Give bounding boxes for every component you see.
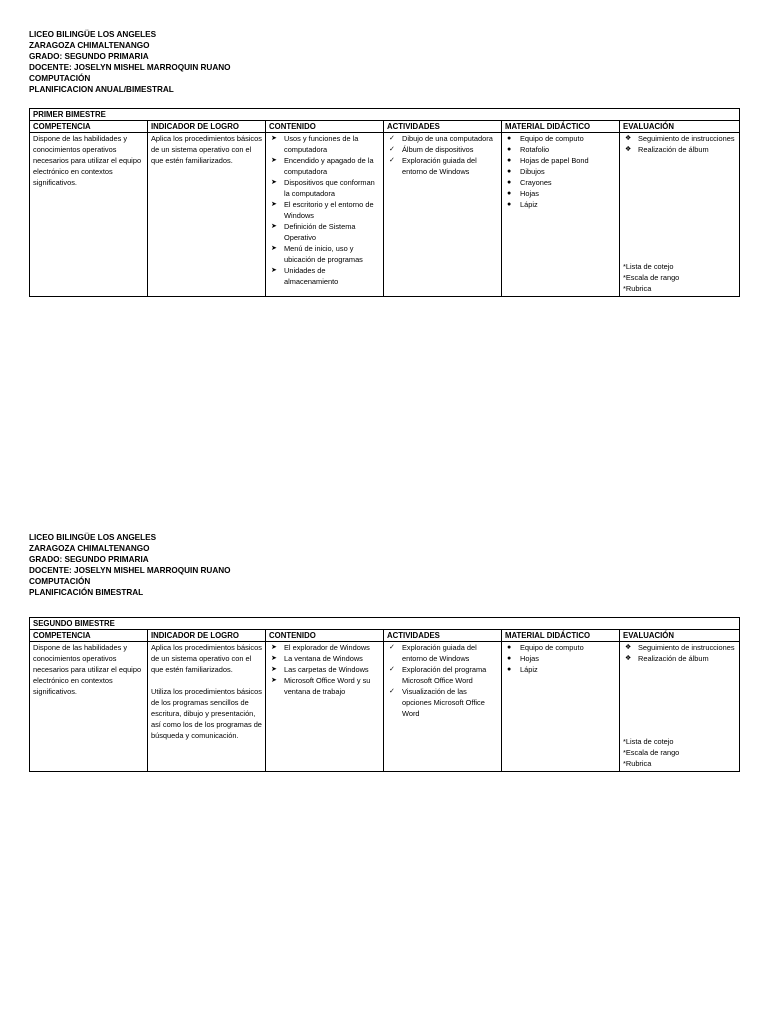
column-header: CONTENIDO <box>266 630 384 642</box>
list-item: ➤ El escritorio y el entorno de Windows <box>271 200 374 220</box>
bimestre-title: PRIMER BIMESTRE <box>30 109 740 121</box>
grade-line: GRADO: SEGUNDO PRIMARIA <box>29 51 149 61</box>
school-location: ZARAGOZA CHIMALTENANGO <box>29 40 150 50</box>
planning-table-2 <box>29 617 740 772</box>
column-header: MATERIAL DIDÁCTICO <box>502 630 620 642</box>
arrowhead-icon: ➤ <box>271 135 277 142</box>
diamond-icon: ❖ <box>625 146 632 153</box>
grade-line: GRADO: SEGUNDO PRIMARIA <box>29 554 149 564</box>
dot-icon: ● <box>507 201 512 208</box>
table-row <box>30 133 740 297</box>
list-item: ➤ Microsoft Office Word y su ventana de trabajo <box>271 676 371 696</box>
dot-icon: ● <box>507 190 512 197</box>
list-item: ● Hojas <box>507 654 539 663</box>
teacher-line: DOCENTE: JOSELYN MISHEL MARROQUIN RUANO <box>29 565 231 575</box>
dot-icon: ● <box>507 157 512 164</box>
list-item: ➤ El explorador de Windows <box>271 643 370 652</box>
list-item: ● Lápiz <box>507 200 538 209</box>
planning-table-1 <box>29 108 740 297</box>
material-list <box>505 133 616 210</box>
evaluacion-cell <box>620 642 740 772</box>
column-header: ACTIVIDADES <box>384 121 502 133</box>
list-item: ➤ Las carpetas de Windows <box>271 665 369 674</box>
check-icon: ✓ <box>389 157 395 164</box>
list-item: ➤ Encendido y apagado de la computadora <box>271 156 374 176</box>
check-icon: ✓ <box>389 644 395 651</box>
document-header-2 <box>29 533 739 598</box>
actividades-cell <box>384 642 502 772</box>
instrument-note: *Escala de rango <box>623 748 680 757</box>
column-header: CONTENIDO <box>266 121 384 133</box>
contenido-list <box>269 642 380 697</box>
evaluation-instruments <box>623 261 679 294</box>
arrowhead-icon: ➤ <box>271 666 277 673</box>
evaluacion-cell <box>620 133 740 297</box>
document-header-1 <box>29 30 739 95</box>
column-header: COMPETENCIA <box>30 630 148 642</box>
list-item: ● Lápiz <box>507 665 538 674</box>
indicador-cell <box>148 642 266 772</box>
arrowhead-icon: ➤ <box>271 179 277 186</box>
contenido-cell <box>266 642 384 772</box>
instrument-note: *Lista de cotejo <box>623 737 674 746</box>
column-header: ACTIVIDADES <box>384 630 502 642</box>
column-header-row <box>30 630 740 642</box>
dot-icon: ● <box>507 179 512 186</box>
competencia-cell: Dispone de las habilidades y conocimientos operativos necesarios para utilizar el equipo electrónico en contextos significativos. <box>30 642 148 772</box>
list-item: ● Equipo de computo <box>507 134 584 143</box>
list-item: ● Hojas <box>507 189 539 198</box>
column-header: INDICADOR DE LOGRO <box>148 630 266 642</box>
check-icon: ✓ <box>389 146 395 153</box>
bimestre-title: SEGUNDO BIMESTRE <box>30 618 740 630</box>
list-item: ➤ Unidades de almacenamiento <box>271 266 339 286</box>
list-item: ● Dibujos <box>507 167 545 176</box>
list-item: ✓ Exploración guiada del entorno de Windows <box>389 156 477 176</box>
dot-icon: ● <box>507 168 512 175</box>
list-item: ✓ Álbum de dispositivos <box>389 145 474 154</box>
list-item: ❖ Seguimiento de instrucciones <box>625 134 735 143</box>
contenido-list <box>269 133 380 287</box>
list-item: ➤ Dispositivos que conforman la computadora <box>271 178 375 198</box>
column-header-row <box>30 121 740 133</box>
list-item: ✓ Visualización de las opciones Microsoft Office Word <box>389 687 485 718</box>
evaluacion-list <box>623 133 736 155</box>
indicador-text: Utiliza los procedimientos básicos de los programas sencillos de escritura, dibujo y presentación, así como los de los programas de búsqueda y comunicación. <box>151 687 262 740</box>
list-item: ❖ Realización de álbum <box>625 654 709 663</box>
material-list <box>505 642 616 675</box>
list-item: ● Rotafolio <box>507 145 550 154</box>
material-cell <box>502 642 620 772</box>
subject-line: COMPUTACIÓN <box>29 73 91 83</box>
actividades-list <box>387 133 498 177</box>
check-icon: ✓ <box>389 688 395 695</box>
evaluation-instruments <box>623 736 679 769</box>
subject-line: COMPUTACIÓN <box>29 576 91 586</box>
column-header: INDICADOR DE LOGRO <box>148 121 266 133</box>
indicador-text: Aplica los procedimientos básicos de un sistema operativo con el que estén familiarizados. <box>151 643 262 674</box>
list-item: ❖ Seguimiento de instrucciones <box>625 643 735 652</box>
check-icon: ✓ <box>389 135 395 142</box>
column-header: EVALUACIÓN <box>620 121 740 133</box>
arrowhead-icon: ➤ <box>271 201 277 208</box>
dot-icon: ● <box>507 655 512 662</box>
list-item: ✓ Dibujo de una computadora <box>389 134 493 143</box>
evaluacion-list <box>623 642 736 664</box>
list-item: ● Crayones <box>507 178 552 187</box>
arrowhead-icon: ➤ <box>271 157 277 164</box>
diamond-icon: ❖ <box>625 135 632 142</box>
list-item: ● Equipo de computo <box>507 643 584 652</box>
arrowhead-icon: ➤ <box>271 245 277 252</box>
dot-icon: ● <box>507 135 512 142</box>
arrowhead-icon: ➤ <box>271 267 277 274</box>
list-item: ➤ Usos y funciones de la computadora <box>271 134 359 154</box>
instrument-note: *Escala de rango <box>623 273 680 282</box>
plan-type-line: PLANIFICACIÓN BIMESTRAL <box>29 587 144 597</box>
dot-icon: ● <box>507 644 512 651</box>
table-row <box>30 642 740 772</box>
school-location: ZARAGOZA CHIMALTENANGO <box>29 543 150 553</box>
arrowhead-icon: ➤ <box>271 655 277 662</box>
teacher-line: DOCENTE: JOSELYN MISHEL MARROQUIN RUANO <box>29 62 231 72</box>
column-header: MATERIAL DIDÁCTICO <box>502 121 620 133</box>
dot-icon: ● <box>507 146 512 153</box>
list-item: ● Hojas de papel Bond <box>507 156 589 165</box>
list-item: ✓ Exploración del programa Microsoft Office Word <box>389 665 487 685</box>
competencia-cell: Dispone de las habilidades y conocimientos operativos necesarios para utilizar el equipo electrónico en contextos significativos. <box>30 133 148 297</box>
column-header: COMPETENCIA <box>30 121 148 133</box>
list-item: ❖ Realización de álbum <box>625 145 709 154</box>
diamond-icon: ❖ <box>625 655 632 662</box>
contenido-cell <box>266 133 384 297</box>
diamond-icon: ❖ <box>625 644 632 651</box>
plan-type-line: PLANIFICACION ANUAL/BIMESTRAL <box>29 84 174 94</box>
instrument-note: *Lista de cotejo <box>623 262 674 271</box>
arrowhead-icon: ➤ <box>271 223 277 230</box>
material-cell <box>502 133 620 297</box>
dot-icon: ● <box>507 666 512 673</box>
actividades-cell <box>384 133 502 297</box>
list-item: ➤ Definición de Sistema Operativo <box>271 222 356 242</box>
instrument-note: *Rubrica <box>623 759 652 768</box>
actividades-list <box>387 642 498 719</box>
list-item: ➤ La ventana de Windows <box>271 654 363 663</box>
arrowhead-icon: ➤ <box>271 644 277 651</box>
indicador-text: Aplica los procedimientos básicos de un sistema operativo con el que estén familiarizados. <box>151 134 262 165</box>
school-name: LICEO BILINGÜE LOS ANGELES <box>29 533 157 542</box>
list-item: ✓ Exploración guiada del entorno de Windows <box>389 643 477 663</box>
instrument-note: *Rubrica <box>623 284 652 293</box>
column-header: EVALUACIÓN <box>620 630 740 642</box>
school-name: LICEO BILINGÜE LOS ANGELES <box>29 30 157 39</box>
check-icon: ✓ <box>389 666 395 673</box>
indicador-cell <box>148 133 266 297</box>
arrowhead-icon: ➤ <box>271 677 277 684</box>
list-item: ➤ Menú de inicio, uso y ubicación de programas <box>271 244 363 264</box>
